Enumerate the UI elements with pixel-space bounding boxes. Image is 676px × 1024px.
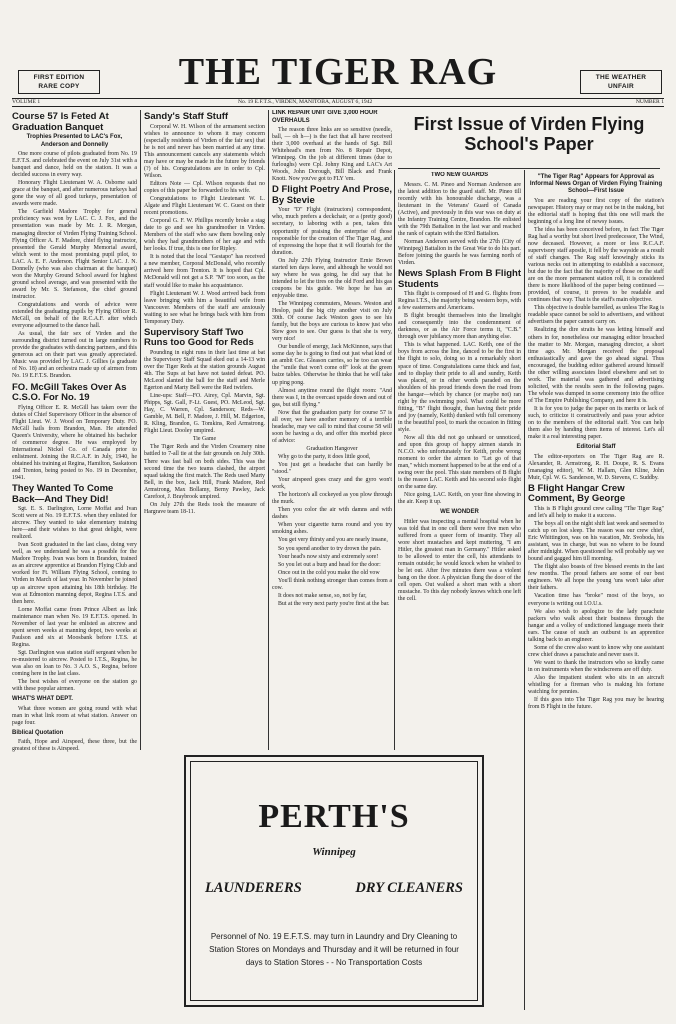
headline: FO. McGill Takes Over As C.S.O. For No. 19 xyxy=(12,381,127,403)
poem-title: Graduation Hangover xyxy=(306,445,358,452)
subhead: WE WONDER xyxy=(440,509,479,516)
poem-line: Then you color the air with damns and with dashes xyxy=(272,507,392,521)
poem-line: Once out in the cold you make the old vow xyxy=(278,569,380,576)
issue-number: NUMBER 1 xyxy=(635,99,664,105)
paragraph: Ivan Scott graduated in the last class, doing very well, as we understand he was a possible for the Madore Trophy. Ivan was born in Brandon, trained as an aircrew apprentice at Brandon Flying Club and worked for Ft. William Flying School, coming to Virden in March of last year. In November he joined up as aircrew upon attaining his 18th birthday. He was at Edmonton manning depot, Regina I.T.S. and then here. xyxy=(12,542,137,605)
ad-brand: PERTH'S xyxy=(258,798,410,835)
paragraph: Our bundle of energy, Jack McKinnon, says that some day he is going to find out just what kind of an ambit Cec. Gleason carries, so he too can wear the "smile that won't come off" look at the green baize tables. Otherwise he thinks that he will take up ping pong. xyxy=(272,344,392,386)
ad-inner-border xyxy=(190,761,478,1001)
poem-line: When your cigarette turns round and you try smoking ashes. xyxy=(272,522,392,536)
poem-line: But at the very next party you're first at the bar. xyxy=(278,600,390,607)
poem-line: You just get a headache that can hardly be "stood." xyxy=(272,462,392,476)
weather-box xyxy=(580,70,662,94)
paragraph: On July 27th Flying Instructor Ernie Brown started ten days leave, and although he would not say where he was going, he did say that he intended to let the tires on the old Ford and his gas coupons be his guide. We hope he has an enjoyable time. xyxy=(272,257,392,299)
headline: They Wanted To Come Back—And They Did! xyxy=(12,483,114,505)
subhead: Editorial Staff xyxy=(576,444,616,451)
paragraph: The best wishes of everyone on the station go with these popular airmen. xyxy=(12,679,137,693)
paragraph: On July 27th the Reds took the measure of Hargrave team 18-11. xyxy=(144,501,265,515)
paragraph: Norman Anderson served with the 27th (City of Winnipeg) Battalion in the Great War to do his part. Before joining the guards he was farming north of Virden. xyxy=(398,238,521,267)
paragraph: Realizing the dire straits he was letting himself and others in for, nonetheless our managing editor broached the matter to Mr. Morgan, managing director, a short time ago. Mr. Morgan received the proposal enthusiastically and gave the go ahead signal. Thus encouraged, the budding editor gathered around himself the other willing associates listed elsewhere and set to work. The material was gathered and advertising solicited, with the results seen in the following pages. The whole was dumped in some ceremony into the office of The Empire Publishing Company, and here it is. xyxy=(528,327,664,404)
weather-line: UNFAIR xyxy=(608,83,634,90)
paragraph: Corporal W. H. Wilson of the armament section wishes to announce to whom it may concern (especially residents of Virden of the fair sex) that he is not and never has been married at any time. This announcement cancels any statements which may have or may be made in the future by friends (?) of his. Congratulations are in order to Cpl. Wilson. xyxy=(144,123,265,179)
column-rule xyxy=(140,110,141,750)
ad-service-left: LAUNDERERS xyxy=(205,880,302,896)
poem-line: So you let out a burp and head for the door: xyxy=(278,561,381,568)
poem-line: Your airspeed goes crazy and the gyro won't work, xyxy=(272,477,392,491)
paragraph: One more course of pilots graduated from No. 19 E.F.T.S. and celebrated the event on July 31st with a banquet and dance, held on the station. It was a decided success in every way. xyxy=(12,151,137,179)
masthead-title: THE TIGER RAG xyxy=(178,51,498,93)
edition-line: FIRST EDITION xyxy=(33,74,85,81)
paragraph: Now that the graduation party for course 57 is all over, we have another memory of a terrible headache, may we call to mind that course 58 will soon be having a do, and offer this morbid piece of advice: xyxy=(272,409,392,444)
paragraph: What three women are going round with what man in what link room at what station. Answer on page four. xyxy=(12,705,137,726)
subhead: Trophies Presented to LAC's Fox, Anderson and Donnelly xyxy=(26,134,123,148)
lead-headline xyxy=(398,114,660,154)
paragraph: Messrs. C. M. Pineo and Norman Anderson are the latest addition to the guard staff. Mr. Pineo till recently with his honourable discharge, was a lieutenant in the Veterans' Guard of Canada (Active), and previously in this war was on duty at the Infantry Training Centre, Brandon. He enlisted with the 79th Battalion in the last war and reached the rank of captain with the 83rd Battalion. xyxy=(398,181,521,237)
ad-copy: Personnel of No. 19 E.F.T.S. may turn in Laundry and Dry Cleaning to Station Stores on Mondays and Thursday and it will be returned in four days to Station Stores - - No Transportation Costs xyxy=(209,932,459,967)
paragraph: Corporal G. F. W. Phillips recently broke a stag date to go and see his grandmother in Virden. Members of the staff who saw them bowling only wish they had grandmothers of her age and with her looks. If true, this is one for Ripley. xyxy=(144,218,265,253)
lead-subhead: "The Tiger Rag" Appears for Approval as Informal News Organ of Virden Flying Training School—First Issue xyxy=(529,174,663,195)
subhead: LINK REPAIR UNIT GIVE 3,000 HOUR OVERHAULS xyxy=(272,110,378,124)
headline: Sandy's Staff Stuff xyxy=(144,111,229,122)
paragraph: Sgt. Darlington was station staff sergeant when he re-mustered to aircrew. Posted to I.T.S., Regina, he was also on loan to No. 3 A.O. S., Regina, before coming here in the last class. xyxy=(12,649,137,678)
poem-line: Your head's now sixty and extremely sore! xyxy=(278,553,379,560)
paragraph: This objective is double barrelled, as unless The Rag is readable space cannot be sold to advertisers, and without advertisers the paper cannot carry on. xyxy=(528,305,664,326)
poem-line: You'll think nothing stronger than comes from a cow. xyxy=(272,577,392,591)
perths-advertisement xyxy=(184,755,484,1007)
paragraph: The boys all on the night shift last week and seemed to catch up on lost sleep. The reason was our crew chief, Eric Whittington, was on his vacation, Mr. Svoboda, his assistant, was in charge, but was no where to be found after midnight. When questioned he will probably say we bound and gagged him till morning. xyxy=(528,520,664,563)
column-3 xyxy=(272,110,392,750)
headline-rule xyxy=(398,168,660,169)
paragraph: Editors Note — Cpl. Wilson requests that no copies of this paper be forwarded to his wife. xyxy=(144,180,265,194)
paragraph: Lorne Moffat came from Prince Albert as link maintenance man when No. 19 E.F.T.S. opened. In November of last year he enlisted as aircrew and spent seven weeks at manning depot, two weeks at Paulson and six at Moosbank before I.T.S. at Regina. xyxy=(12,606,137,648)
column-1 xyxy=(12,110,137,1014)
paragraph: The editor-reporters on The Tiger Rag are R. Alexander, R. Armstrong, R. H. Doupe, R. S. Evans (managing editor), W. M. Hallam, Glen Kline, John Muir, Cpl. W. G. Sanderson, W. D. Stevens, C. Suddby. xyxy=(528,453,664,481)
headline: Course 57 Is Feted At Graduation Banquet xyxy=(12,111,109,133)
poem-line: You get very thirsty and you are nearly insane, xyxy=(278,537,388,544)
headline: News Splash From B Flight Students xyxy=(398,268,521,290)
column-2 xyxy=(144,110,265,750)
paragraph: The reason three links are so sensitive (needle, ball, — oh h—) is the fact that all have received their 3,000 overhaul at the hands of Sgt. Bill Whitehead's men from No. 8 Repair Depot, Winnipeg. On the job at different times (due to furloughs) were Cpl. Johny King and LAC's Art Woods, John Dorough, Bill Black and Frank Knott. Now you've got to FLY 'em. xyxy=(272,127,392,183)
volume-label: VOLUME 1 xyxy=(12,99,41,105)
headline: D Flight Poetry And Prose, By Stevie xyxy=(272,184,392,206)
paragraph: Congratulations to Flight Lieutenant W. L. Algate and Flight Lieutenant W. C. Guest on their recent promotions. xyxy=(144,195,265,217)
paragraph: You are reading your first copy of the station's newspaper. History may or may not be in the making, but the editorial staff is hoping that this one will mark the beginning of a long line of newsy issues. xyxy=(528,197,664,225)
column-rule xyxy=(524,170,525,1010)
paragraph: Honorary Flight Lieutenant W. A. Osborne said grace at the banquet, and after numerous turkeys had gone the way of all good turkeys, presentation of awards were made. xyxy=(12,180,137,208)
paragraph: Congratulations and words of advice were extended the graduating pupils by Flying Officer R. McGill, on behalf of the R.C.A.F. after which everyone adjourned to the dance hall. xyxy=(12,301,137,330)
ad-city: Winnipeg xyxy=(312,846,356,858)
column-5 xyxy=(528,172,664,1012)
paragraph: Line-ups: Staff—FO. Airey, Cpl. Marvin, Sgt. Phipps, Sgt. Gall, F-Lt. Guest, PO. McLeod, Sgt. Hay, C. Warren, Cpl. Sanderson; Reds—W. Gamble, M. Bell, F. Madore, J. Hill, M. Edgerton, R. Kling, Brandon, G. Tomkins, Red Armstrong. Flight Lieut. Dooley umpired. xyxy=(144,393,265,435)
paragraph: As usual, the fair sex of Virden and the surrounding district turned out in large numbers to provide the graduates with dancing partners, and this generous act on their part was greatly appreciated. Music was provided by LAC. J. Gillies (a graduate of No. 18) and an orchestra made up of airmen from No. 19 E.F.T.S. Brandon. xyxy=(12,331,137,380)
column-rule xyxy=(394,170,395,750)
paragraph: Some of the crew also want to know why one assistant crew chief draws a parachute and never uses it. xyxy=(528,644,664,658)
paragraph: The idea has been conceived before, in fact The Tiger Rag had a worthy but short lived predecessor, The Wind, now deceased. However, a more or less R.C.A.F. supervisory staff apostle, it fell by the wayside as a result of staff changes. The Rag staff knowingly sticks its various necks out in attempting to establish a successor, but due to the fact that the majority of those on the staff are on the more permanent station roll, it is considered there is more likelihood of the paper being continued —provided, of course, it proves to be readable and continues that way. That is the staff's main objective. xyxy=(528,226,664,304)
poem-line: So you spend another to try drown the pain. xyxy=(278,545,382,552)
paragraph: B flight brought themselves into the limelight and consequently into the condemnment of darkness, or as the Air Force terms it, "C.B." through over jubilancy more than anything else. xyxy=(398,313,521,341)
edition-line: RARE COPY xyxy=(38,83,80,90)
weather-line: THE WEATHER xyxy=(595,74,647,81)
dateline-bar xyxy=(12,98,664,107)
paragraph: We also wish to apologize to the lady parachute packers who walk about their business through the hangar and a volley of undictioned language meets their ears. The cause of such an outburst is an apprentice talking back to an engineer. xyxy=(528,608,664,643)
paragraph: We want to thank the instructors who so kindly came in on instruments when the windscreens are off duty. xyxy=(528,659,664,673)
paragraph: Tie Game xyxy=(192,436,217,443)
paragraph: Nice going, LAC. Keith, on your fine showing in the air. Keep it up. xyxy=(398,492,521,506)
paragraph: Your "D" Flight (instructors) correspondent, who, much prefers a deckchair, or a (pretty good) secretary, to laboring with a pen, takes this opportunity of praising the enterprise of those responsible for the creation of The Tiger Rag, and of expressing the hope that it will flourish for the duration. xyxy=(272,207,392,256)
paragraph: Almost anytime round the flight room: "And there was I, in the overcast upside down and out of gas, but still flying." xyxy=(272,387,392,408)
paragraph: It is for you to judge the paper on its merits or lack of such, to criticize it constructively and pass your advice on to the members of the editorial staff. You can help them also by handing them items of interest. Let's all make it a real interesting paper. xyxy=(528,405,664,441)
paragraph: This flight is composed of H and G. flights from Regina I.T.S., the majority being western boys, with a few easterners and Americans. xyxy=(398,291,521,312)
poem-line: It does not make sense, so, not by far, xyxy=(278,592,367,599)
paragraph: Hitler was inspecting a mental hospital when he was told that in one cell there were five men who suffered from a queer form of insanity. They all wore short mustaches and kept muttering, "I am Hitler, the greatest man in Germany." Hitler asked to be allowed to enter the cell, his attendants to remain outside; he would knock when he wished to be let out. After five minutes there was a violent bang on the door. A physician flung the door of the cell open. Out walked a short man with a short mustache. To this day nobody knows which one left the cell. xyxy=(398,518,521,603)
paragraph: The Winnipeg commuters, Messrs. Weston and Heslop, paid the big city another visit on July 30th. Of course Jack Weston goes to see his family, but the boys are curious to know just who Stew goes to see. Our guess is that she is very, very nice! xyxy=(272,300,392,343)
paragraph: Sgt. E. S. Darlington, Lorne Moffat and Ivan Scott were at No. 19 E.F.T.S. when they enlisted for aircrew. They wanted to take elementary training here—and their wishes to that great delight, were realized. xyxy=(12,506,137,541)
paragraph: The Garfield Madore Trophy for general proficiency was won by LAC. C. J. Fox, and the presentation was made by Mr. J. R. Morgan, managing director of Virden Flying Training School. Flying Officer A. F. Madore, chief flying instructor, presented the Gerald Murphy Memorial award, which went to the most promising pupil pilot, to LAC. A. E. F. Anderson. Flight Senior LAC. J. N. Donnelly (who was also chairman at the banquet) won the Murphy Ground School award for highest ground school average, and was presented with the award by Mr. S. Stefanson, the chief ground instructor. xyxy=(12,209,137,300)
poem-line: The horizon's all cockeyed as you plow through the murk. xyxy=(272,492,392,506)
poem-line: Why go to the party, it does little good, xyxy=(278,453,371,460)
paragraph: The Tiger Reds and the Virden Creamery nine battled to 7-all tie at the fair grounds on July 30th. There was fast ball on both sides. This was the second time the two teams clashed, the airport squad taking the first match. The Reds used Marty Bell, in the box, Jack Hill, Frank Madore, Red Armstrong, Max Bollamy, Berny Pawley, Jack Carefoot, J. Braybrook umpired. xyxy=(144,444,265,500)
dateline: No. 19 E.F.T.S., VIRDEN, MANITOBA, AUGUST 6, 1942 xyxy=(238,99,373,105)
paragraph: It is noted that the local "Gestapo" has received a new member, Corporal McDonald, who recently arrived here from Trenton. It is hoped that Cpl. McDonald will not get a S.P. "M" too soon, as the staff would like to make his acquaintance. xyxy=(144,254,265,289)
subhead: Biblical Quotation xyxy=(12,729,64,736)
subhead: WHAT'S WHAT DEPT. xyxy=(12,696,73,703)
headline: B Flight Hangar Crew Comment, By George xyxy=(528,482,626,505)
column-rule xyxy=(268,110,269,750)
ad-service-right: DRY CLEANERS xyxy=(355,880,463,896)
newspaper-page xyxy=(12,10,664,1014)
edition-box xyxy=(18,70,100,94)
headline: Supervisory Staff Two Runs too Good for Reds xyxy=(144,326,254,349)
paragraph: Pounding in eight runs in their last time at bat the Supervisory Staff Squad eked out a 14-13 win over the Tiger Reds at the station grounds August 4th. The Sups at bat have not tasted defeat. PO. McLeod slanted the ball for the staff and Merle Egerton and Marty Bell were the Red twirlers. xyxy=(144,349,265,392)
paragraph: If this goes into The Tiger Rag you may be hearing from B Flight in the future. xyxy=(528,697,664,711)
paragraph: Faith, Hope and Airspeed, these three, but the greatest of these is Airspeed. xyxy=(12,739,137,753)
paragraph: Now all this did not go unheard or unnoticed, and upon this group of happy airmen stands in N.C.O. who unfortunately for Keith, probe wrong moment to order the airmen to "Let go of that man," which moment happened to be at the end of a swing over the pool. This state members of B flight is the reason LAC. Keith and his second solo flight on the same day. xyxy=(398,435,521,491)
subhead: TWO NEW GUARDS xyxy=(430,172,489,178)
paragraph: Also the impatient student who sits in an aircraft whistling for a fireman who is making his fortune watching for pennies. xyxy=(528,674,664,696)
paragraph: Flight Lieutenant W. J. Wood arrived back from leave bringing with him a beautiful wife from Vancouver. Members of the staff are anxiously waiting to see what he brings back with him from Temporary Duty. xyxy=(144,290,265,325)
lead-headline-text: First Issue of Virden Flying School's Paper xyxy=(413,114,645,154)
paragraph: The flight also boasts of five blessed events in the last few months. The proud fathers are some of our best engineers. We all hope the young 'uns won't take after their fathers. xyxy=(528,564,664,592)
paragraph: This is B Flight ground crew calling "The Tiger Rag" and let's all help to make it a success. xyxy=(528,505,664,519)
column-4 xyxy=(398,172,521,750)
paragraph: Flying Officer E. R. McGill has taken over the duties of Chief Supervisory Officer in the absence of Flight Lieut. W. J. Wood on Temporary Duty. FO. McGill hails from Brandon, Man. He attended Queen's University, where he obtained his bachelor of commerce degree. He was employed by International Nickel Co. of Canada prior to enlistment. Joining the R.C.A.F. in July, 1940, he obtained his training at Regina, Hamilton, Saskatoon and Trenton, being posted to No. 19 in December, 1941. xyxy=(12,404,137,481)
paragraph: Vacation time has "broke" most of the boys, so everyone is writing out I.O.U.s. xyxy=(528,593,664,607)
paragraph: This is what happened. LAC. Keith, one of the boys from across the line, danced to be the first in the flight to solo, doing so in a remarkably short space of time. Congratulations came thick and fast, and to display their pride to all and sundry, Keith was placed, or in other words paraded on the shoulders of his proud friends down the road from the hangar—which by chance (or maybe not) ran right by the swimming pool. What could be more fitting, "B" flight thought, than having their pride and joy (namely, Keith) dunked with full ceremony in the beautiful pool, to mark the occasion in fitting style. xyxy=(398,342,521,433)
